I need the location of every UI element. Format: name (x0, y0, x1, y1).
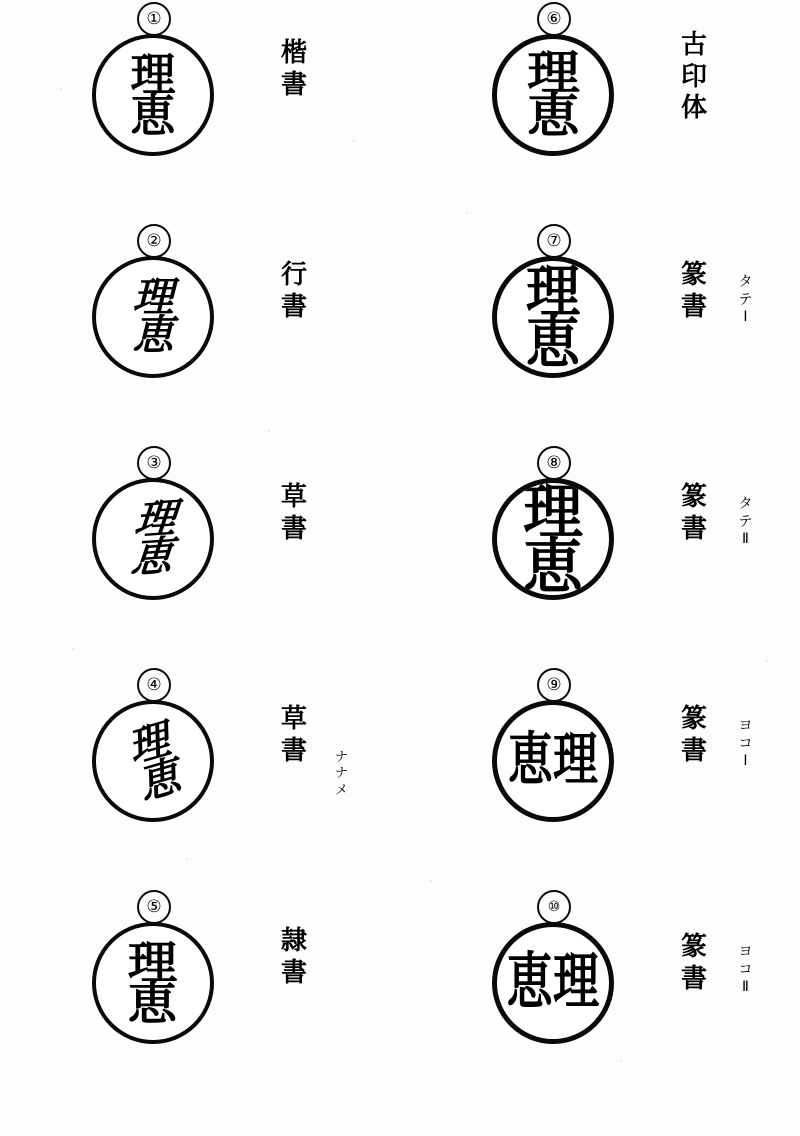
seal-characters-3 (128, 493, 178, 583)
style-label-4 (268, 704, 320, 767)
style-label-char: 体 (680, 93, 707, 124)
style-sublabel-8 (726, 496, 766, 549)
sublabel-char: Ⅰ (743, 309, 749, 325)
style-label-1 (268, 38, 320, 101)
seal-char: 理 (526, 45, 580, 101)
style-label-10 (668, 932, 720, 995)
seal-entry-8 (400, 444, 800, 668)
style-label-char: 書 (280, 735, 307, 766)
seal-char: 恵 (128, 977, 178, 1030)
style-label-char: 書 (280, 513, 307, 544)
style-label-char: 書 (680, 513, 707, 544)
style-label-7 (668, 260, 720, 323)
style-label-char: 書 (280, 69, 307, 100)
style-sublabel-4 (322, 750, 362, 799)
seal-char: 恵 (132, 311, 174, 359)
seal-stamp-5[interactable] (92, 922, 214, 1044)
seal-stamp-8[interactable] (492, 478, 614, 600)
sublabel-char: ヨ (738, 718, 754, 734)
style-label-char: 書 (680, 735, 707, 766)
sublabel-char: テ (738, 513, 754, 530)
seal-stamp-10[interactable] (492, 922, 614, 1044)
seal-char: 理 (121, 715, 175, 773)
sublabel-char: Ⅰ (743, 753, 749, 769)
sublabel-char: テ (738, 291, 754, 308)
seal-characters-8 (523, 478, 583, 600)
style-label-char: 篆 (680, 932, 707, 962)
sublabel-char: コ (738, 735, 754, 752)
seal-stamp-9[interactable] (492, 700, 614, 822)
sublabel-char: メ (334, 782, 349, 798)
seal-char: 理 (128, 935, 178, 989)
seal-entry-7 (400, 222, 800, 446)
style-sublabel-10 (726, 944, 766, 997)
seal-char: 理 (525, 258, 581, 324)
seal-characters-1 (130, 47, 176, 142)
seal-characters-7 (525, 258, 581, 376)
seal-char: 理 (553, 946, 600, 1018)
seal-number-8: ⑧ (537, 446, 571, 480)
seal-stamp-7[interactable] (492, 256, 614, 378)
seal-characters-2 (132, 273, 174, 359)
style-label-char: 草 (280, 704, 307, 734)
seal-stamp-1[interactable] (92, 34, 214, 156)
style-label-char: 古 (680, 30, 707, 60)
style-label-char: 草 (280, 482, 307, 512)
seal-number-5: ⑤ (137, 890, 171, 924)
seal-stamp-6[interactable] (492, 34, 614, 156)
style-label-char: 書 (680, 963, 707, 994)
seal-stamp-3[interactable] (92, 478, 214, 600)
style-label-char: 行 (280, 260, 307, 290)
seal-entry-2 (0, 222, 400, 446)
style-label-char: 楷 (280, 38, 307, 68)
seal-characters-4 (121, 715, 185, 809)
sublabel-char: コ (738, 961, 754, 978)
style-label-6 (668, 30, 720, 125)
sublabel-char: タ (738, 496, 754, 512)
sublabel-char: Ⅱ (742, 531, 750, 547)
seal-char: 理 (130, 47, 176, 101)
seal-characters-9 (508, 726, 598, 794)
seal-number-6: ⑥ (537, 2, 571, 36)
sublabel-char: タ (738, 274, 754, 290)
seal-entry-1 (0, 0, 400, 224)
style-label-char: 書 (680, 291, 707, 322)
style-label-9 (668, 704, 720, 767)
seal-entry-6 (400, 0, 800, 224)
seal-char: 理 (132, 273, 174, 322)
seal-number-2: ② (137, 224, 171, 258)
seal-number-7: ⑦ (537, 224, 571, 258)
seal-stamp-2[interactable] (92, 256, 214, 378)
seal-char: 恵 (523, 531, 583, 600)
style-label-char: 篆 (680, 260, 707, 290)
style-label-3 (268, 482, 320, 545)
seal-entry-4 (0, 666, 400, 890)
style-label-char: 書 (280, 957, 307, 988)
seal-entry-10 (400, 888, 800, 1112)
seal-char: 理 (523, 478, 583, 547)
sublabel-char: ヨ (738, 944, 754, 960)
style-sublabel-7 (726, 274, 766, 327)
seal-column-right (400, 0, 800, 1136)
style-label-char: 篆 (680, 482, 707, 512)
seal-number-4: ④ (137, 668, 171, 702)
seal-char: 恵 (128, 531, 175, 583)
seal-entry-3 (0, 444, 400, 668)
style-label-char: 書 (280, 291, 307, 322)
seal-char: 恵 (525, 309, 581, 376)
style-label-8 (668, 482, 720, 545)
style-label-char: 篆 (680, 704, 707, 734)
seal-entry-9 (400, 666, 800, 890)
seal-number-9: ⑨ (537, 668, 571, 702)
style-label-2 (268, 260, 320, 323)
sublabel-char: ナ (334, 750, 349, 765)
sublabel-char: ナ (334, 766, 349, 782)
seal-char: 恵 (508, 726, 553, 794)
seal-char: 恵 (526, 89, 580, 144)
seal-characters-5 (128, 935, 178, 1030)
seal-char: 理 (553, 726, 598, 794)
style-label-char: 隷 (280, 926, 307, 956)
seal-entry-5 (0, 888, 400, 1112)
style-label-5 (268, 926, 320, 989)
seal-char: 恵 (130, 89, 176, 142)
seal-number-3: ③ (137, 446, 171, 480)
seal-stamp-4[interactable] (92, 700, 214, 822)
seal-char: 恵 (506, 946, 553, 1018)
seal-characters-10 (506, 946, 600, 1018)
style-label-char: 印 (680, 61, 707, 92)
seal-number-1: ① (137, 2, 171, 36)
style-sublabel-9 (726, 718, 766, 771)
seal-char: 理 (131, 493, 178, 545)
seal-number-10: ⑩ (537, 890, 571, 924)
sublabel-char: Ⅱ (742, 979, 750, 995)
seal-characters-6 (526, 45, 580, 144)
seal-char: 恵 (132, 751, 185, 809)
